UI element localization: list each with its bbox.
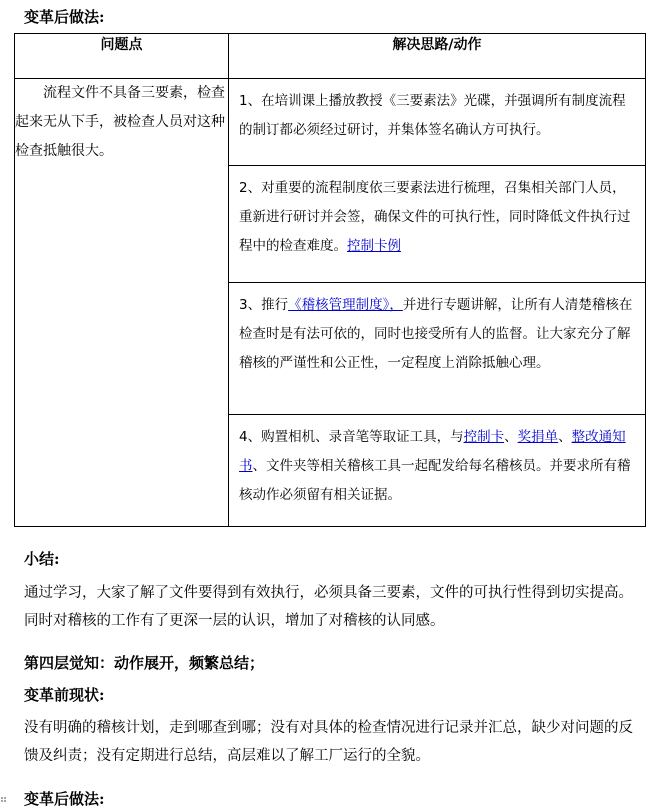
step-1: 1、在培训课上播放教授《三要素法》光碟，并强调所有制度流程的制订都必须经过研讨，并集体签名确认方可执行。	[229, 79, 645, 166]
step-4-sep-2: 、	[558, 429, 572, 445]
step-3	[229, 283, 645, 415]
link-reward-donation-form[interactable]: 奖捐单	[517, 429, 559, 445]
table-header-row	[15, 34, 646, 79]
link-control-card[interactable]: 控制卡	[463, 429, 505, 445]
page-corner-icon	[0, 796, 10, 806]
problem-cell	[15, 79, 229, 527]
problem-solution-table	[14, 33, 646, 527]
step-4-prefix: 4、购置相机、录音笔等取证工具，与	[239, 429, 464, 445]
link-rectification-notice[interactable]: 整改通知书	[239, 429, 626, 474]
step-4-text: 、文件夹等相关稽核工具一起配发给每名稽核员。并要求所有稽核动作必须留有相关证据。	[239, 458, 631, 503]
solution-cell	[229, 79, 646, 527]
section-heading-after: 变革后做法:	[24, 8, 105, 26]
col-header-solution: 解决思路/动作	[229, 34, 646, 79]
summary-heading: 小结:	[24, 550, 60, 568]
before-text: 没有明确的稽核计划，走到哪查到哪；没有对具体的检查情况进行记录并汇总，缺少对问题的反馈及纠责；没有定期进行总结，高层难以了解工厂运行的全貌。	[24, 720, 633, 764]
step-2-text: 2、对重要的流程制度依三要素法进行梳理，召集相关部门人员，重新进行研讨并会签，确保文件的可执行性，同时降低文件执行过程中的检查难度。	[239, 180, 631, 254]
link-control-card-example[interactable]: 控制卡例	[347, 238, 401, 254]
before-heading: 变革前现状:	[24, 686, 105, 704]
summary-text: 通过学习，大家了解了文件要得到有效执行，必须具备三要素，文件的可执行性得到切实提高。同时对稽核的工作有了更深一层的认识，增加了对稽核的认同感。	[24, 585, 633, 629]
step-3-text: 并进行专题讲解，让所有人清楚稽核在检查时是有法可依的，同时也接受所有人的监督。让大家充分了解稽核的严谨性和公正性，一定程度上消除抵触心理。	[239, 297, 633, 371]
col-header-problem: 问题点	[15, 34, 229, 79]
step-4-sep-1: 、	[504, 429, 518, 445]
step-2	[229, 166, 645, 283]
problem-text: 流程文件不具备三要素，检查起来无从下手，被检查人员对这种检查抵触很大。	[15, 85, 225, 159]
table-row	[15, 79, 646, 527]
link-audit-management-system[interactable]: 《稽核管理制度》，	[288, 297, 403, 313]
step-3-prefix: 3、推行	[239, 297, 289, 313]
level4-heading: 第四层觉知：动作展开，频繁总结；	[24, 654, 265, 672]
step-4	[229, 415, 645, 526]
section-heading-after-bottom: 变革后做法:	[24, 790, 105, 808]
